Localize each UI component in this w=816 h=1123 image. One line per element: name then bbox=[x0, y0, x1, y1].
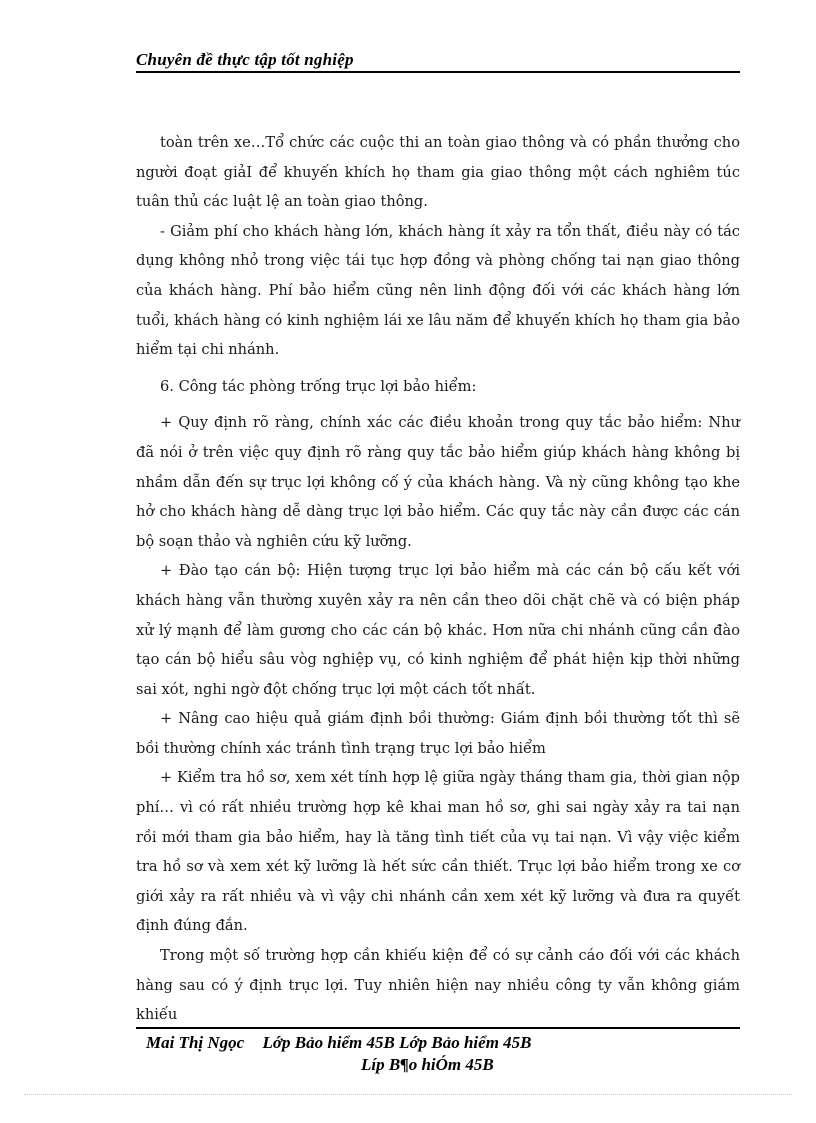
section-heading-6: 6. Công tác phòng trống trục lợi bảo hiểm: bbox=[160, 377, 477, 395]
footer-class-1: Lớp Bảo hiểm 45B bbox=[262, 1033, 395, 1052]
header-title: Chuyên đề thực tập tốt nghiệp bbox=[136, 50, 354, 69]
page-header bbox=[136, 50, 740, 73]
footer-line-2 bbox=[361, 1055, 494, 1075]
paragraph-4: + Đào tạo cán bộ: Hiện tượng trục lợi bảo hiểm mà các cán bộ cấu kết với khách hàng vẫn thường xuyên xảy ra nên cần theo dõi chặt chẽ và có biện pháp xử lý mạnh để làm gương cho các cán bộ khác. Hơn nữa chi nhánh cũng cần đào tạo cán bộ hiểu sâu vòg nghiệp vụ, có kinh nghiệm để phát hiện kịp thời những sai xót, nghi ngờ đột chống trục lợi một cách tốt nhất. bbox=[136, 562, 740, 698]
paragraph-3: + Quy định rõ ràng, chính xác các điều khoản trong quy tắc bảo hiểm: Như đã nói ở trên việc quy định rõ ràng quy tắc bảo hiểm giúp khách hàng không bị nhầm dẫn đến sự trục lợi không cố ý của khách hàng. Và nỳ cũng không tạo khe hở cho khách hàng dễ dàng trục lợi bảo hiểm. Các quy tắc này cần được các cán bộ soạn thảo và nghiên cứu kỹ lưỡng. bbox=[136, 414, 740, 550]
footer-author: Mai Thị Ngọc bbox=[146, 1033, 245, 1052]
document-body bbox=[136, 128, 740, 1030]
page-edge-dotted-line bbox=[24, 1094, 792, 1095]
footer-divider bbox=[136, 1027, 740, 1029]
paragraph-1: toàn trên xe…Tổ chức các cuộc thi an toàn giao thông và có phần thưởng cho người đoạt giảI để khuyến khích họ tham gia giao thông một cách nghiêm túc tuân thủ các luật lệ an toàn giao thông. bbox=[136, 134, 740, 211]
footer-line-1 bbox=[146, 1033, 532, 1053]
paragraph-2: - Giảm phí cho khách hàng lớn, khách hàng ít xảy ra tổn thất, điều này có tác dụng không nhỏ trong việc tái tục hợp đồng và phòng chống tai nạn giao thông của khách hàng. Phí bảo hiểm cũng nên linh động đối với các khách hàng lớn tuổi, khách hàng có kinh nghiệm lái xe lâu năm để khuyến khích họ tham gia bảo hiểm tại chi nhánh. bbox=[136, 222, 740, 359]
paragraph-5: + Nâng cao hiệu quả giám định bồi thường: Giám định bồi thường tốt thì sẽ bồi thường chính xác tránh tình trạng trục lợi bảo hiểm bbox=[136, 710, 740, 757]
footer-class-2: Lớp Bảo hiểm 45B bbox=[399, 1033, 532, 1052]
paragraph-6: + Kiểm tra hồ sơ, xem xét tính hợp lệ giữa ngày tháng tham gia, thời gian nộp phí… vì có rất nhiều trường hợp kê khai man hồ sơ, ghi sai ngày xảy ra tai nạn rồi mới tham gia bảo hiểm, hay là tăng tình tiết của vụ tai nạn. Vì vậy việc kiểm tra hồ sơ và xem xét kỹ lưỡng là hết sức cần thiết. Trục lợi bảo hiểm trong xe cơ giới xảy ra rất nhiều và vì vậy chi nhánh cần xem xét kỹ lưỡng và đưa ra quyết định đúng đắn. bbox=[136, 769, 740, 935]
paragraph-7: Trong một số trường hợp cần khiếu kiện để có sự cảnh cáo đối với các khách hàng sau có ý định trục lợi. Tuy nhiên hiện nay nhiều công ty vẫn không giám khiếu bbox=[136, 947, 740, 1024]
footer-class-3: Líp B¶o hiÓm 45B bbox=[361, 1055, 494, 1074]
